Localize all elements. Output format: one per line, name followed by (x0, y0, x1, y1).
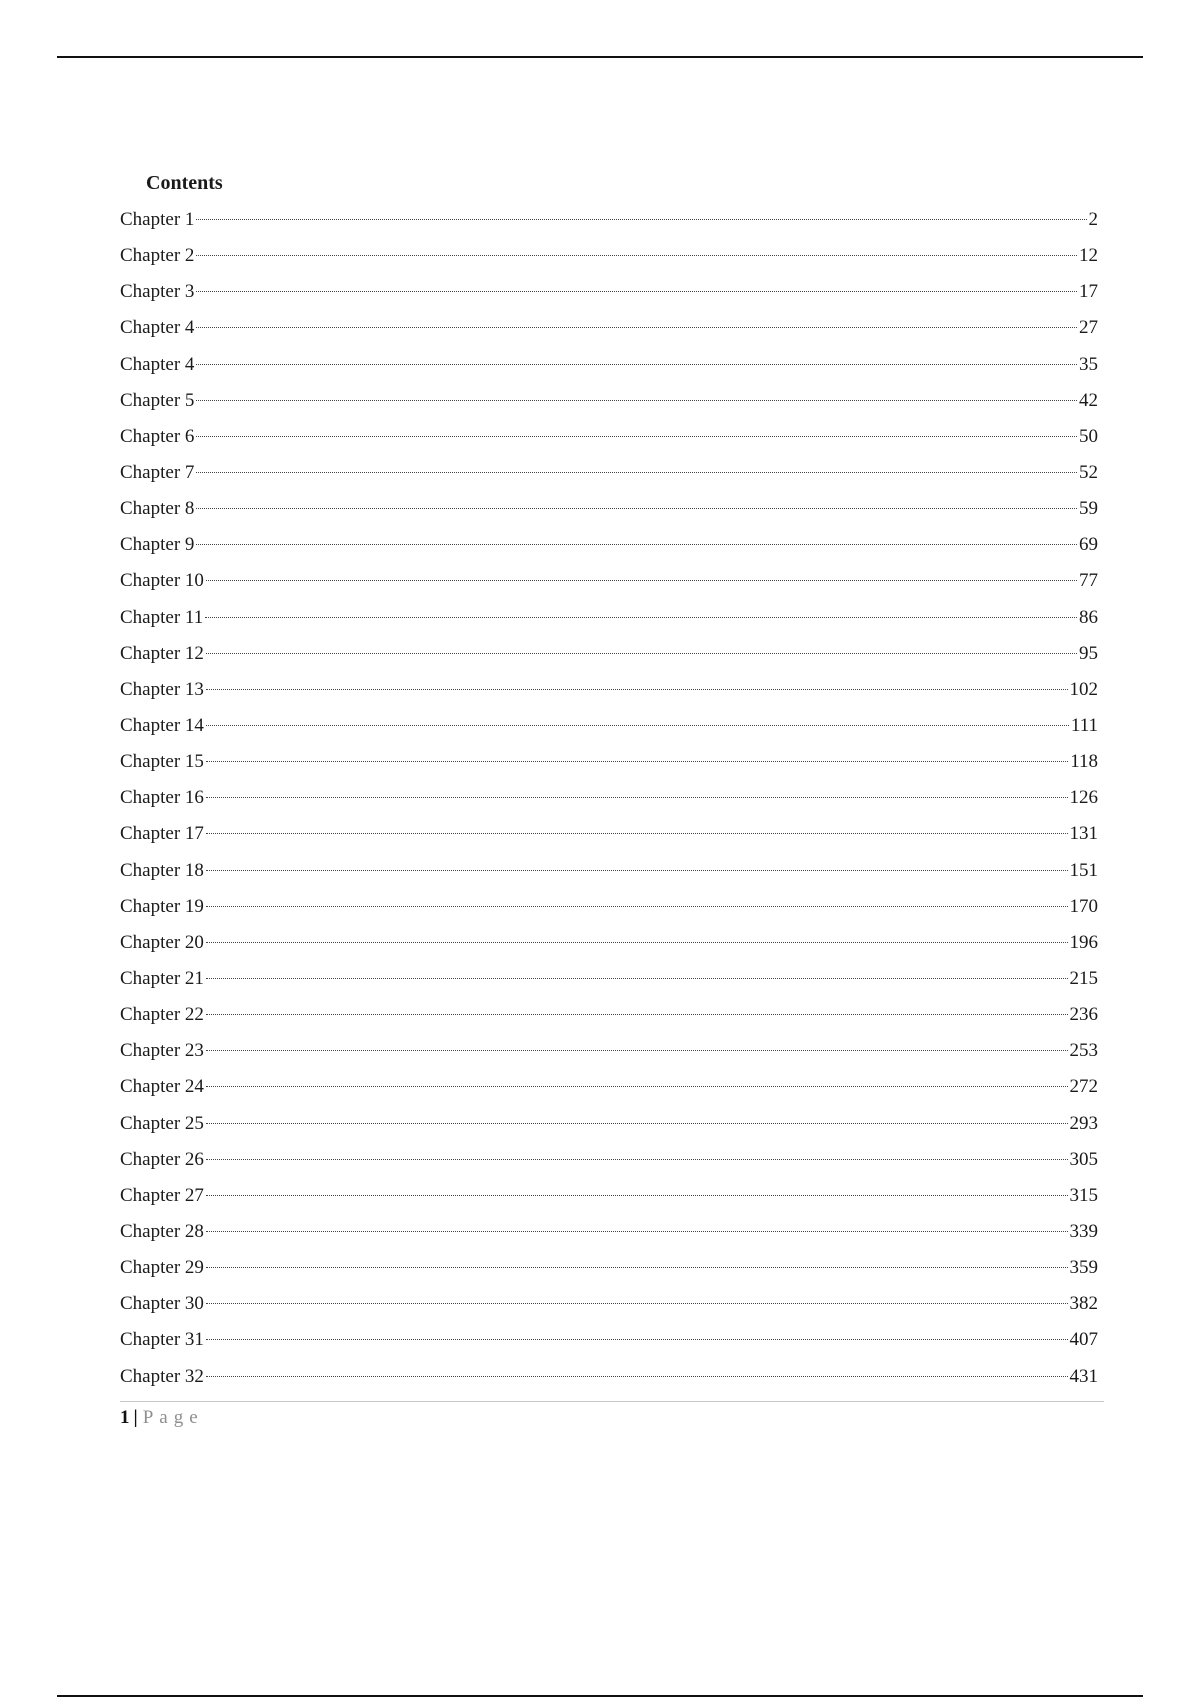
toc-entry-page-number: 272 (1069, 1076, 1098, 1098)
toc-entry-label: Chapter 26 (120, 1148, 204, 1170)
toc-entry[interactable] (120, 1359, 1098, 1395)
toc-entry-label: Chapter 12 (120, 642, 204, 664)
toc-entry[interactable] (120, 997, 1098, 1033)
toc-entry-page-number: 293 (1069, 1112, 1098, 1134)
toc-entry-label: Chapter 30 (120, 1293, 204, 1315)
toc-title: Contents (146, 172, 223, 194)
toc-entry-page-number: 215 (1069, 967, 1098, 989)
toc-dot-leader (206, 1086, 1068, 1087)
toc-entry-label: Chapter 15 (120, 751, 204, 773)
toc-entry-page-number: 12 (1079, 245, 1098, 267)
toc-entry-page-number: 196 (1069, 931, 1098, 953)
toc-entry-page-number: 35 (1079, 353, 1098, 375)
toc-entry[interactable] (120, 925, 1098, 961)
toc-dot-leader (206, 978, 1068, 979)
toc-entry-label: Chapter 13 (120, 678, 204, 700)
toc-dot-leader (206, 1339, 1068, 1340)
toc-entry-label: Chapter 5 (120, 389, 195, 411)
toc-entry-label: Chapter 31 (120, 1329, 204, 1351)
footer-rule (120, 1401, 1104, 1402)
toc-dot-leader (206, 833, 1068, 834)
toc-entry-page-number: 126 (1069, 787, 1098, 809)
toc-dot-leader (206, 1231, 1068, 1232)
toc-entry-label: Chapter 17 (120, 823, 204, 845)
toc-entry[interactable] (120, 1214, 1098, 1250)
toc-dot-leader (206, 689, 1068, 690)
header-rule (57, 56, 1143, 58)
toc-entry[interactable] (120, 1069, 1098, 1105)
toc-entry[interactable] (120, 1033, 1098, 1069)
toc-entry-label: Chapter 27 (120, 1184, 204, 1206)
toc-entry[interactable] (120, 1142, 1098, 1178)
toc-entry-label: Chapter 3 (120, 281, 195, 303)
toc-entry-label: Chapter 2 (120, 245, 195, 267)
toc-dot-leader (196, 436, 1077, 437)
toc-dot-leader (206, 1376, 1068, 1377)
toc-dot-leader (206, 580, 1077, 581)
toc-dot-leader (196, 364, 1077, 365)
toc-entry[interactable] (120, 636, 1098, 672)
toc-entry-page-number: 102 (1069, 678, 1098, 700)
toc-dot-leader (206, 761, 1068, 762)
toc-entry-page-number: 95 (1079, 642, 1098, 664)
toc-entry[interactable] (120, 600, 1098, 636)
toc-dot-leader (206, 1195, 1068, 1196)
toc-dot-leader (206, 906, 1068, 907)
toc-entry-page-number: 170 (1069, 895, 1098, 917)
toc-entry-page-number: 315 (1069, 1184, 1098, 1206)
toc-entry-page-number: 431 (1069, 1365, 1098, 1387)
toc-dot-leader (206, 1050, 1068, 1051)
toc-entry[interactable] (120, 1286, 1098, 1322)
toc-entry-label: Chapter 21 (120, 967, 204, 989)
toc-entry[interactable] (120, 672, 1098, 708)
toc-entry-page-number: 69 (1079, 534, 1098, 556)
toc-entry-page-number: 27 (1079, 317, 1098, 339)
toc-entry-page-number: 359 (1069, 1257, 1098, 1279)
toc-entry-page-number: 77 (1079, 570, 1098, 592)
toc-dot-leader (206, 1303, 1068, 1304)
toc-dot-leader (206, 1267, 1068, 1268)
toc-dot-leader (196, 255, 1077, 256)
toc-dot-leader (206, 1014, 1068, 1015)
toc-entry-label: Chapter 18 (120, 859, 204, 881)
toc-entry[interactable] (120, 780, 1098, 816)
toc-entry-page-number: 111 (1070, 714, 1098, 736)
toc-dot-leader (196, 508, 1077, 509)
toc-dot-leader (206, 797, 1068, 798)
toc-entry[interactable] (120, 1250, 1098, 1286)
toc-entry-label: Chapter 20 (120, 931, 204, 953)
toc-entry[interactable] (120, 202, 1098, 238)
toc-entry[interactable] (120, 1106, 1098, 1142)
toc-entry[interactable] (120, 527, 1098, 563)
toc-entry-page-number: 17 (1079, 281, 1098, 303)
toc-entry-page-number: 305 (1069, 1148, 1098, 1170)
toc-entry-label: Chapter 4 (120, 317, 195, 339)
footer-page-number: 1 (120, 1407, 130, 1428)
toc-entry-label: Chapter 7 (120, 461, 195, 483)
toc-dot-leader (206, 1159, 1068, 1160)
toc-entry-label: Chapter 11 (120, 606, 204, 628)
toc-entry-page-number: 52 (1079, 461, 1098, 483)
toc-dot-leader (206, 653, 1077, 654)
toc-entry-label: Chapter 22 (120, 1004, 204, 1026)
toc-dot-leader (196, 291, 1077, 292)
footer-page-word: Page (142, 1407, 204, 1428)
toc-entry-label: Chapter 14 (120, 714, 204, 736)
toc-entry[interactable] (120, 1322, 1098, 1358)
toc-entry[interactable] (120, 563, 1098, 599)
toc-entry[interactable] (120, 310, 1098, 346)
toc-entry[interactable] (120, 708, 1098, 744)
toc-entry-label: Chapter 28 (120, 1220, 204, 1242)
toc-entry-label: Chapter 6 (120, 425, 195, 447)
toc-entry[interactable] (120, 853, 1098, 889)
toc-entry-label: Chapter 29 (120, 1257, 204, 1279)
toc-entry-page-number: 42 (1079, 389, 1098, 411)
toc-entry[interactable] (120, 274, 1098, 310)
toc-entry-page-number: 2 (1088, 209, 1098, 230)
toc-entry[interactable] (120, 816, 1098, 852)
toc-entry-label: Chapter 1 (120, 209, 195, 230)
bottom-rule (57, 1695, 1143, 1697)
footer-separator: | (133, 1407, 138, 1428)
toc-entry-label: Chapter 9 (120, 534, 195, 556)
toc-list (120, 202, 1098, 1395)
toc-entry[interactable] (120, 238, 1098, 274)
toc-dot-leader (205, 617, 1077, 618)
toc-entry-label: Chapter 4 (120, 353, 195, 375)
toc-dot-leader (196, 544, 1077, 545)
toc-entry-label: Chapter 16 (120, 787, 204, 809)
toc-entry-label: Chapter 10 (120, 570, 204, 592)
toc-dot-leader (196, 327, 1077, 328)
toc-entry-label: Chapter 32 (120, 1365, 204, 1387)
toc-dot-leader (196, 219, 1086, 220)
toc-entry-page-number: 236 (1069, 1004, 1098, 1026)
toc-entry[interactable] (120, 347, 1098, 383)
toc-dot-leader (206, 942, 1068, 943)
toc-entry-page-number: 86 (1079, 606, 1098, 628)
toc-dot-leader (206, 725, 1069, 726)
toc-entry-page-number: 151 (1069, 859, 1098, 881)
toc-entry-label: Chapter 25 (120, 1112, 204, 1134)
toc-entry[interactable] (120, 455, 1098, 491)
toc-entry-page-number: 50 (1079, 425, 1098, 447)
toc-dot-leader (196, 400, 1077, 401)
toc-entry-page-number: 59 (1079, 498, 1098, 520)
toc-entry[interactable] (120, 1178, 1098, 1214)
toc-entry-page-number: 407 (1069, 1329, 1098, 1351)
toc-entry-page-number: 118 (1070, 751, 1098, 773)
toc-entry[interactable] (120, 419, 1098, 455)
toc-entry-page-number: 382 (1069, 1293, 1098, 1315)
page-footer (120, 1404, 204, 1432)
toc-entry-page-number: 253 (1069, 1040, 1098, 1062)
toc-entry-label: Chapter 24 (120, 1076, 204, 1098)
toc-entry-label: Chapter 23 (120, 1040, 204, 1062)
toc-entry[interactable] (120, 961, 1098, 997)
toc-entry-label: Chapter 8 (120, 498, 195, 520)
toc-entry[interactable] (120, 491, 1098, 527)
toc-entry-page-number: 131 (1069, 823, 1098, 845)
toc-dot-leader (196, 472, 1077, 473)
table-of-contents (120, 168, 1098, 1395)
toc-dot-leader (206, 1123, 1068, 1124)
toc-entry[interactable] (120, 383, 1098, 419)
toc-dot-leader (206, 870, 1068, 871)
toc-entry[interactable] (120, 889, 1098, 925)
toc-entry-page-number: 339 (1069, 1220, 1098, 1242)
toc-entry-label: Chapter 19 (120, 895, 204, 917)
toc-entry[interactable] (120, 744, 1098, 780)
